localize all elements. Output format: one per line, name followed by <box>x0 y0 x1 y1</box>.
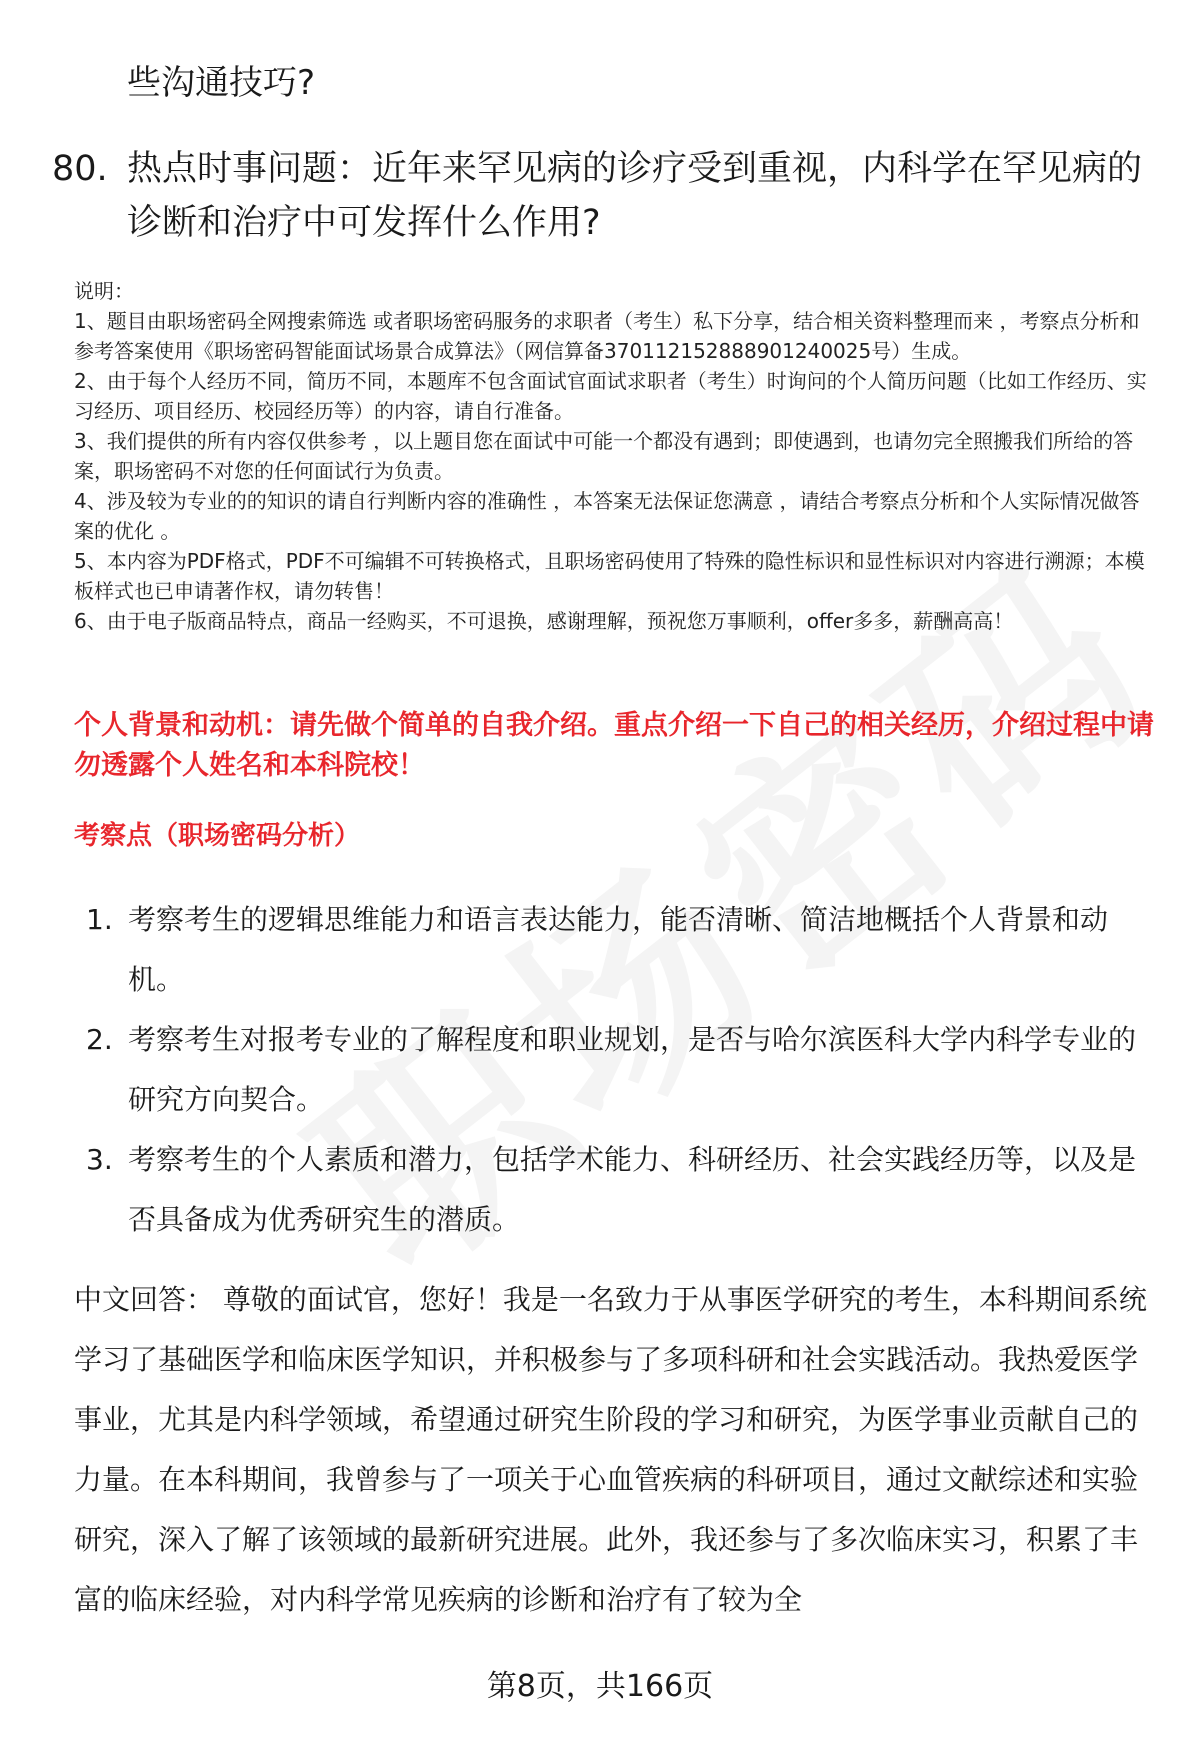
answer-text: 尊敬的面试官，您好！我是一名致力于从事医学研究的考生，本科期间系统学习了基础医学和临床医学知识，并积极参与了多项科研和社会实践活动。我热爱医学事业，尤其是内科学领域，希望通过研究生阶段的学习和研究，为医学事业贡献自己的力量。在本科期间，我曾参与了一项关于心血管疾病的科研项目，通过文献综述和实验研究，深入了解了该领域的最新研究进展。此外，我还参与了多次临床实习，积累了丰富的临床经验，对内科学常见疾病的诊断和治疗有了较为全 <box>74 1283 1147 1616</box>
analysis-heading: 考察点（职场密码分析） <box>74 821 361 851</box>
section-heading: 个人背景和动机：请先做个简单的自我介绍。重点介绍一下自己的相关经历，介绍过程中请勿透露个人姓名和本科院校！ <box>74 710 1154 781</box>
point-number: 2. <box>86 1023 113 1056</box>
page-footer: 第8页，共166页 <box>486 1669 714 1704</box>
question-number: 80. <box>52 149 108 189</box>
notes-item: 2、由于每个人经历不同，简历不同，本题库不包含面试官面试求职者（考生）时询问的个人简历问题（比如工作经历、实习经历、项目经历、校园经历等）的内容，请自行准备。 <box>74 369 1147 423</box>
analysis-points <box>74 890 1154 1250</box>
notes-item: 5、本内容为PDF格式，PDF不可编辑不可转换格式，且职场密码使用了特殊的隐性标识和显性标识对内容进行溯源；本模板样式也已申请著作权，请勿转售！ <box>74 549 1145 603</box>
notes-item: 4、涉及较为专业的的知识的请自行判断内容的准确性 ，本答案无法保证您满意 ，请结合考察点分析和个人实际情况做答案的优化 。 <box>74 489 1140 543</box>
point-text: 考察考生对报考专业的了解程度和职业规划，是否与哈尔滨医科大学内科学专业的研究方向契合。 <box>128 1023 1137 1116</box>
analysis-point <box>74 890 1154 1010</box>
answer-paragraph <box>74 1270 1154 1630</box>
notes-title: 说明： <box>74 279 134 303</box>
notes-item: 3、我们提供的所有内容仅供参考 ，以上题目您在面试中可能一个都没有遇到；即使遇到，也请勿完全照搬我们所给的答案，职场密码不对您的任何面试行为负责。 <box>74 429 1134 483</box>
notes-item: 1、题目由职场密码全网搜索筛选 或者职场密码服务的求职者（考生）私下分享，结合相关资料整理而来 ，考察点分析和参考答案使用《职场密码智能面试场景合成算法》（网信算备370112152888901240025号）生成。 <box>74 309 1140 363</box>
question-continuation: 些沟通技巧? <box>127 63 316 103</box>
notes-item: 6、由于电子版商品特点，商品一经购买，不可退换，感谢理解，预祝您万事顺利，offer多多，薪酬高高！ <box>74 609 1014 633</box>
point-number: 1. <box>86 903 113 936</box>
point-number: 3. <box>86 1143 113 1176</box>
point-text: 考察考生的个人素质和潜力，包括学术能力、科研经历、社会实践经历等，以及是否具备成为优秀研究生的潜质。 <box>128 1143 1137 1236</box>
point-text: 考察考生的逻辑思维能力和语言表达能力，能否清晰、简洁地概括个人背景和动机。 <box>128 903 1109 996</box>
question-text: 热点时事问题：近年来罕见病的诊疗受到重视，内科学在罕见病的诊断和治疗中可发挥什么作用? <box>127 149 1143 243</box>
answer-label: 中文回答： <box>74 1283 215 1316</box>
analysis-point <box>74 1130 1154 1250</box>
analysis-point <box>74 1010 1154 1130</box>
notes-block <box>74 276 1154 636</box>
